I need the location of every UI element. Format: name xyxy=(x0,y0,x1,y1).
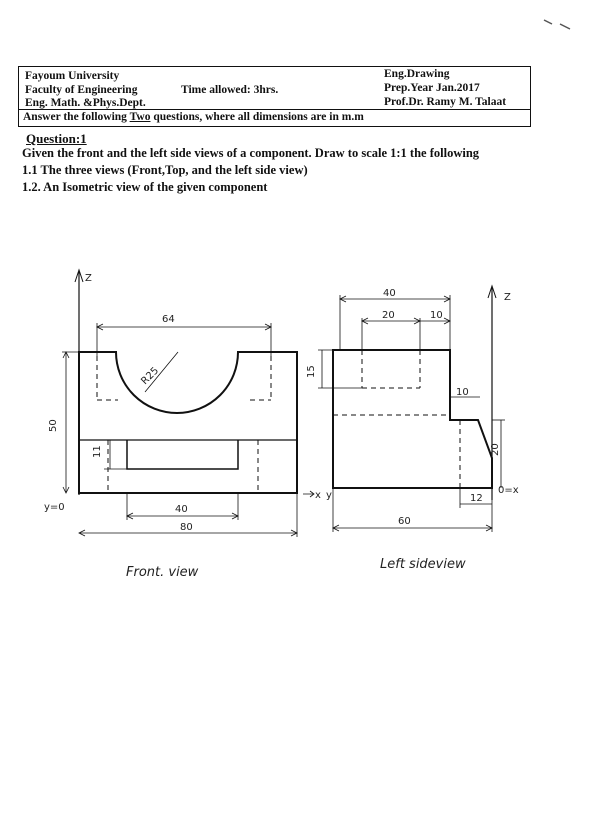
faculty-name: Faculty of Engineering xyxy=(25,84,138,96)
side-dim-10-label: 10 xyxy=(430,310,443,321)
side-dim-20-10 xyxy=(362,318,450,350)
side-view-caption: Left sideview xyxy=(380,557,466,572)
front-dim-80-label: 80 xyxy=(180,522,193,533)
front-outline xyxy=(79,352,297,493)
department-name: Eng. Math. &Phys.Dept. xyxy=(25,97,146,109)
instruction-emphasis: Two xyxy=(129,111,151,123)
professor-name: Prof.Dr. Ramy M. Talaat xyxy=(384,96,507,108)
side-z-label: Z xyxy=(504,292,511,303)
question-line-2: 1.1 The three views (Front,Top, and the left side view) xyxy=(22,163,308,177)
course-name: Eng.Drawing xyxy=(384,68,450,80)
side-dim-15 xyxy=(318,350,362,388)
side-x-zero-label: 0=x xyxy=(498,485,519,496)
side-dim-60 xyxy=(333,488,492,532)
side-dim-step-label: 10 xyxy=(456,387,469,398)
question-line-1: Given the front and the left side views of a component. Draw to scale 1:1 the following xyxy=(22,146,480,160)
side-dim-12-label: 12 xyxy=(470,493,483,504)
side-dim-40 xyxy=(340,295,450,350)
university-name: Fayoum University xyxy=(25,70,120,82)
front-z-label: Z xyxy=(85,273,92,284)
front-x-arrow xyxy=(303,491,314,497)
side-dim-60-label: 60 xyxy=(398,516,411,527)
side-view xyxy=(306,286,519,572)
front-slot xyxy=(127,440,238,469)
side-outline xyxy=(333,350,492,488)
instruction-before: Answer the following xyxy=(23,111,130,123)
side-dim-15-label: 15 xyxy=(306,365,317,378)
front-dim-50-label: 50 xyxy=(48,419,59,432)
front-y-zero-label: y=0 xyxy=(44,502,65,513)
side-dim-20-label: 20 xyxy=(382,310,395,321)
front-dim-50 xyxy=(62,352,79,493)
side-dim-40-label: 40 xyxy=(383,288,396,299)
front-dim-64-label: 64 xyxy=(162,314,175,325)
front-hidden-lines xyxy=(97,356,271,493)
front-dim-11 xyxy=(104,440,127,469)
question-line-3: 1.2. An Isometric view of the given component xyxy=(22,180,268,194)
side-y-label: y xyxy=(326,490,332,501)
time-allowed: Time allowed: 3hrs. xyxy=(181,84,279,96)
front-dim-40-label: 40 xyxy=(175,504,188,515)
front-x-label: x xyxy=(315,490,321,501)
question-title: Question:1 xyxy=(26,131,87,146)
instruction-after: questions, where all dimensions are in m.m xyxy=(150,111,364,123)
front-dim-11-label: 11 xyxy=(92,445,103,458)
front-radius-label: R25 xyxy=(139,365,162,388)
side-hidden-lines xyxy=(333,350,460,488)
term-label: Prep.Year Jan.2017 xyxy=(384,82,480,94)
front-view-caption: Front. view xyxy=(126,565,199,580)
front-view xyxy=(44,270,321,580)
side-dim-20-chamfer-label: 20 xyxy=(490,443,501,456)
